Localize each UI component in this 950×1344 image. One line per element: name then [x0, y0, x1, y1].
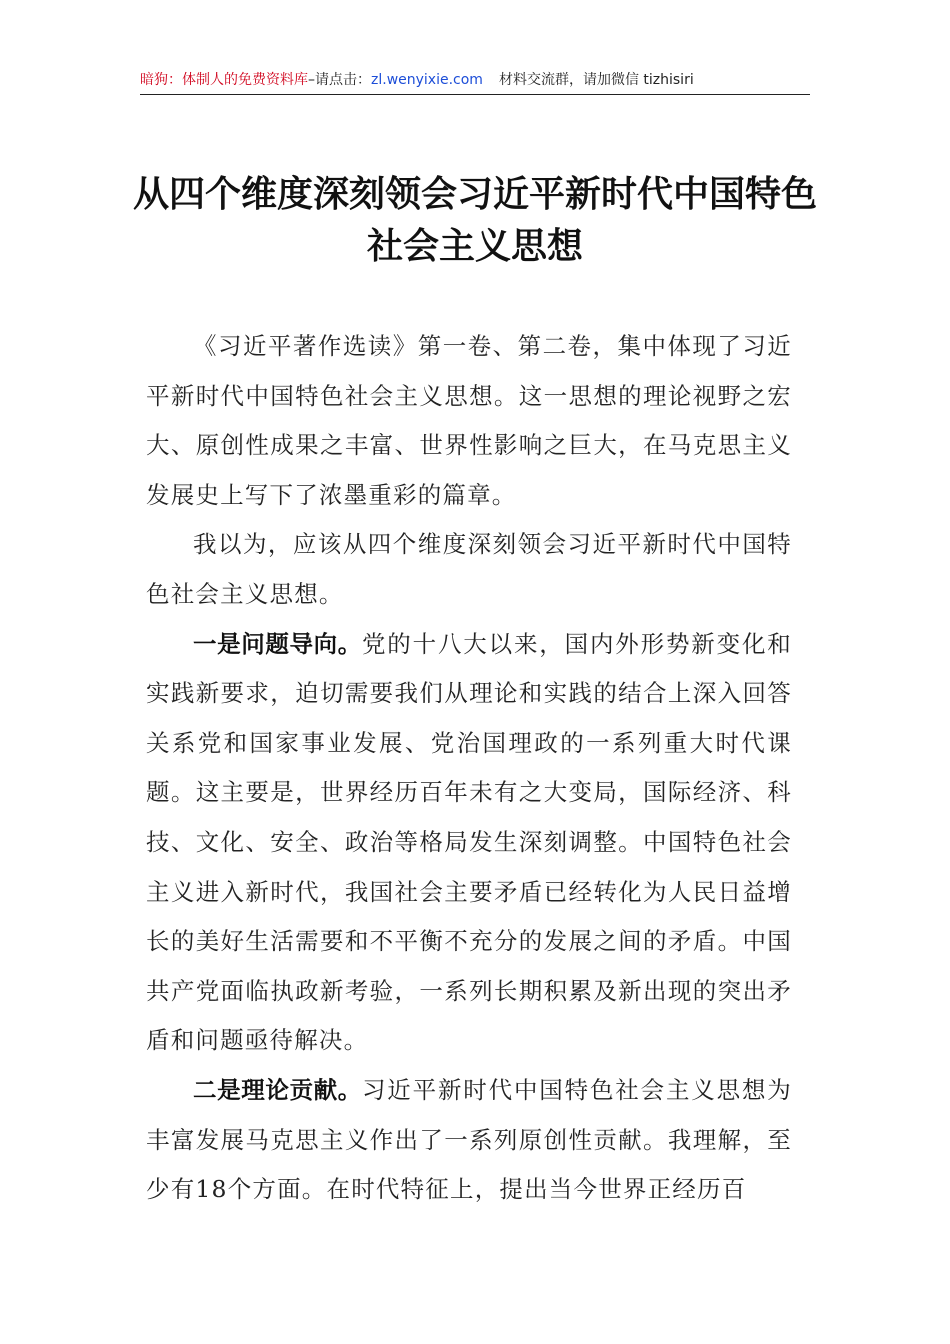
paragraph-lead: 二是理论贡献。: [193, 1075, 362, 1104]
paragraph-text: 我以为，应该从四个维度深刻领会习近平新时代中国特色社会主义思想。: [146, 530, 792, 608]
paragraph-text: 习近平新时代中国特色社会主义思想为丰富发展马克思主义作出了一系列原创性贡献。我理解，至少有18个方面。在时代特征上，提出当今世界正经历百: [146, 1075, 793, 1204]
paragraph: [146, 520, 792, 619]
banner-prefix: 暗狗：体制人的免费资料库: [140, 72, 308, 88]
banner-separator: –请点击：: [308, 72, 371, 88]
paragraph: [146, 1066, 792, 1215]
document-body: [146, 322, 792, 1215]
document-title: 从四个维度深刻领会习近平新时代中国特色社会主义思想: [132, 173, 817, 267]
paragraph: [146, 322, 792, 520]
paragraph-lead: 一是问题导向。: [193, 629, 362, 658]
banner-link[interactable]: zl.wenyixie.com: [371, 72, 483, 88]
top-banner: [140, 70, 810, 95]
banner-contact: 材料交流群，请加微信 tizhisiri: [498, 72, 694, 88]
paragraph-text: 《习近平著作选读》第一卷、第二卷，集中体现了习近平新时代中国特色社会主义思想。这一思想的理论视野之宏大、原创性成果之丰富、世界性影响之巨大，在马克思主义发展史上写下了浓墨重彩的篇章。: [146, 332, 792, 509]
paragraph-text: 党的十八大以来，国内外形势新变化和实践新要求，迫切需要我们从理论和实践的结合上深入回答关系党和国家事业发展、党治国理政的一系列重大时代课题。这主要是，世界经历百年未有之大变局，国际经济、科技、文化、安全、政治等格局发生深刻调整。中国特色社会主义进入新时代，我国社会主要矛盾已经转化为人民日益增长的美好生活需要和不平衡不充分的发展之间的矛盾。中国共产党面临执政新考验，一系列长期积累及新出现的突出矛盾和问题亟待解决。: [146, 629, 793, 1055]
paragraph: [146, 620, 792, 1066]
